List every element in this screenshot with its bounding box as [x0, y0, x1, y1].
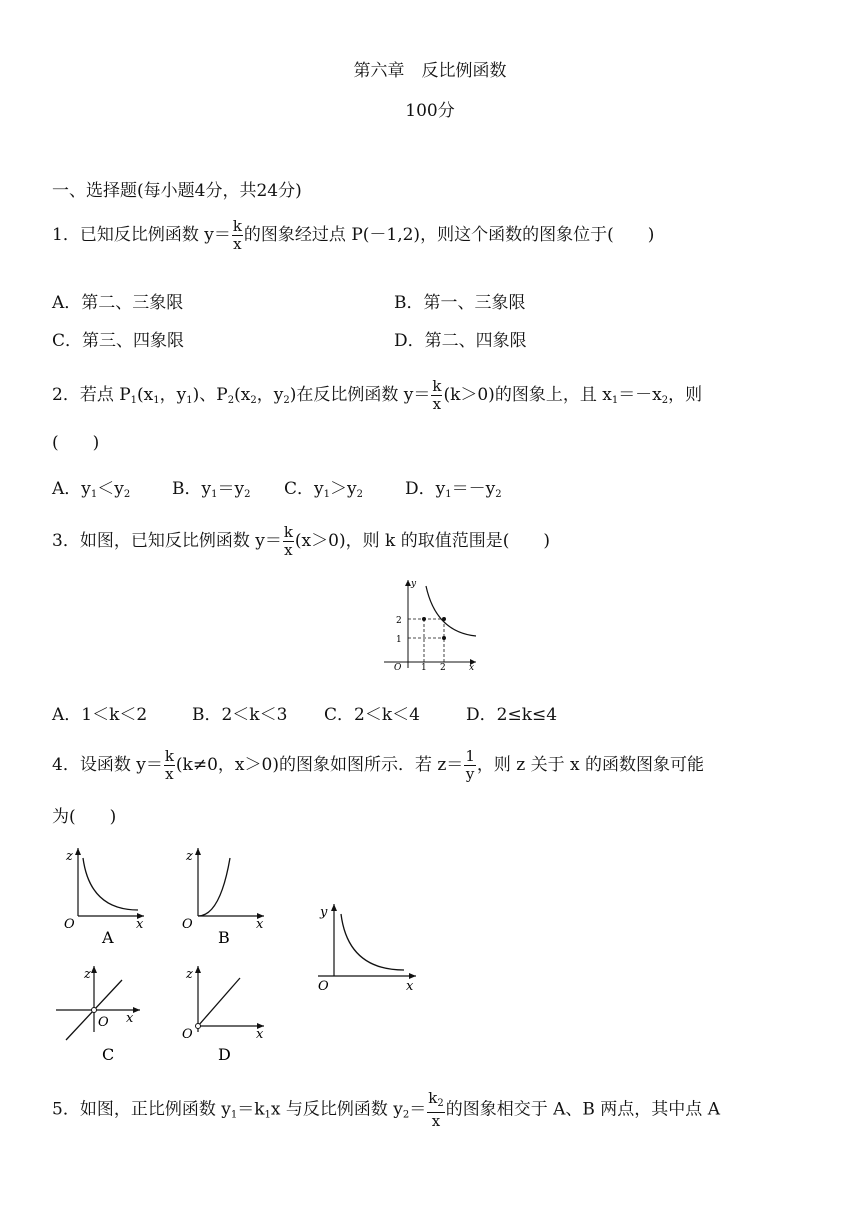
q3-graph [380, 576, 480, 672]
q3-option-c[interactable]: C．2＜k＜4 [324, 705, 420, 725]
q4-graph-a[interactable] [58, 844, 148, 948]
svg-text:O: O [98, 1015, 109, 1030]
svg-text:x: x [256, 917, 264, 932]
q2-option-a[interactable]: A．$y_1<y_2$ [52, 479, 131, 500]
svg-text:y: y [320, 905, 328, 920]
svg-text:1: 1 [421, 663, 427, 672]
svg-text:x: x [256, 1027, 264, 1042]
q4-graph-b[interactable] [176, 844, 268, 948]
svg-text:D: D [218, 1045, 231, 1064]
svg-text:z: z [186, 849, 193, 864]
question-3: 3．如图，已知反比例函数 y＝ $\frac{k}{x}$ (x＞0)，则 k 的取值范围是( ) [52, 523, 550, 559]
q1-option-a[interactable]: A．第二、三象限 [52, 293, 184, 313]
q4-graph-d[interactable] [176, 962, 268, 1064]
question-4-line2: 为( ) [52, 807, 117, 827]
svg-text:x: x [126, 1011, 134, 1026]
q1-option-d[interactable]: D．第二、四象限 [394, 331, 527, 351]
score-label: 100分 [405, 101, 455, 121]
svg-text:O: O [394, 663, 402, 672]
svg-text:x: x [469, 663, 475, 672]
question-5: 5．如图，正比例函数 $y_1=k_1x$ 与反比例函数 $y_2=$ $\frac{k_2}{x}$ 的图象相交于 A、B 两点，其中点 A [52, 1089, 720, 1130]
q2-option-b[interactable]: B．$y_1=y_2$ [172, 479, 251, 500]
q2-option-d[interactable]: D．$y_1=-y_2$ [405, 479, 502, 500]
svg-text:2: 2 [396, 616, 402, 626]
question-2-paren: ( ) [52, 433, 100, 453]
chapter-title: 第六章 反比例函数 [353, 61, 507, 81]
svg-text:C: C [102, 1045, 115, 1064]
fraction-k-over-x: $\frac{k}{x}$ [232, 217, 242, 253]
q4-reference-graph [312, 900, 422, 996]
svg-text:B: B [218, 928, 230, 947]
svg-text:z: z [84, 967, 91, 982]
q4-graph-c[interactable] [52, 962, 144, 1064]
question-2: 2．若点 $P_1(x_1$，$y_1$)、$P_2(x_2$，$y_2$)在反比例函数 y＝ $\frac{k}{x}$ (k＞0)的图象上，且 $x_1=-x_2$，则 [52, 377, 703, 413]
svg-text:x: x [406, 979, 414, 994]
svg-text:1: 1 [396, 635, 402, 645]
q3-option-a[interactable]: A．1＜k＜2 [52, 705, 148, 725]
svg-text:z: z [186, 967, 193, 982]
question-4: 4．设函数 y＝ $\frac{k}{x}$ (k≠0，x＞0)的图象如图所示．若 z＝ $\frac{1}{y}$ ，则 z 关于 x 的函数图象可能 [52, 747, 705, 783]
q1-option-c[interactable]: C．第三、四象限 [52, 331, 185, 351]
q1-option-b[interactable]: B．第一、三象限 [394, 293, 526, 313]
section-heading: 一、选择题(每小题4分，共24分) [52, 181, 302, 201]
svg-text:O: O [182, 917, 193, 932]
svg-text:y: y [411, 579, 417, 589]
svg-text:O: O [182, 1027, 193, 1042]
svg-text:O: O [318, 979, 329, 994]
svg-text:A: A [102, 928, 114, 947]
q3-option-d[interactable]: D．2≤k≤4 [466, 705, 558, 725]
q3-option-b[interactable]: B．2＜k＜3 [192, 705, 288, 725]
svg-text:2: 2 [440, 663, 446, 672]
svg-text:z: z [66, 849, 73, 864]
svg-text:O: O [64, 917, 75, 932]
question-1: 1．已知反比例函数 y＝ $\frac{k}{x}$ 的图象经过点 P(－1,2)，则这个函数的图象位于( ) [52, 217, 655, 253]
q2-option-c[interactable]: C．$y_1>y_2$ [284, 479, 363, 500]
svg-text:x: x [136, 917, 144, 932]
